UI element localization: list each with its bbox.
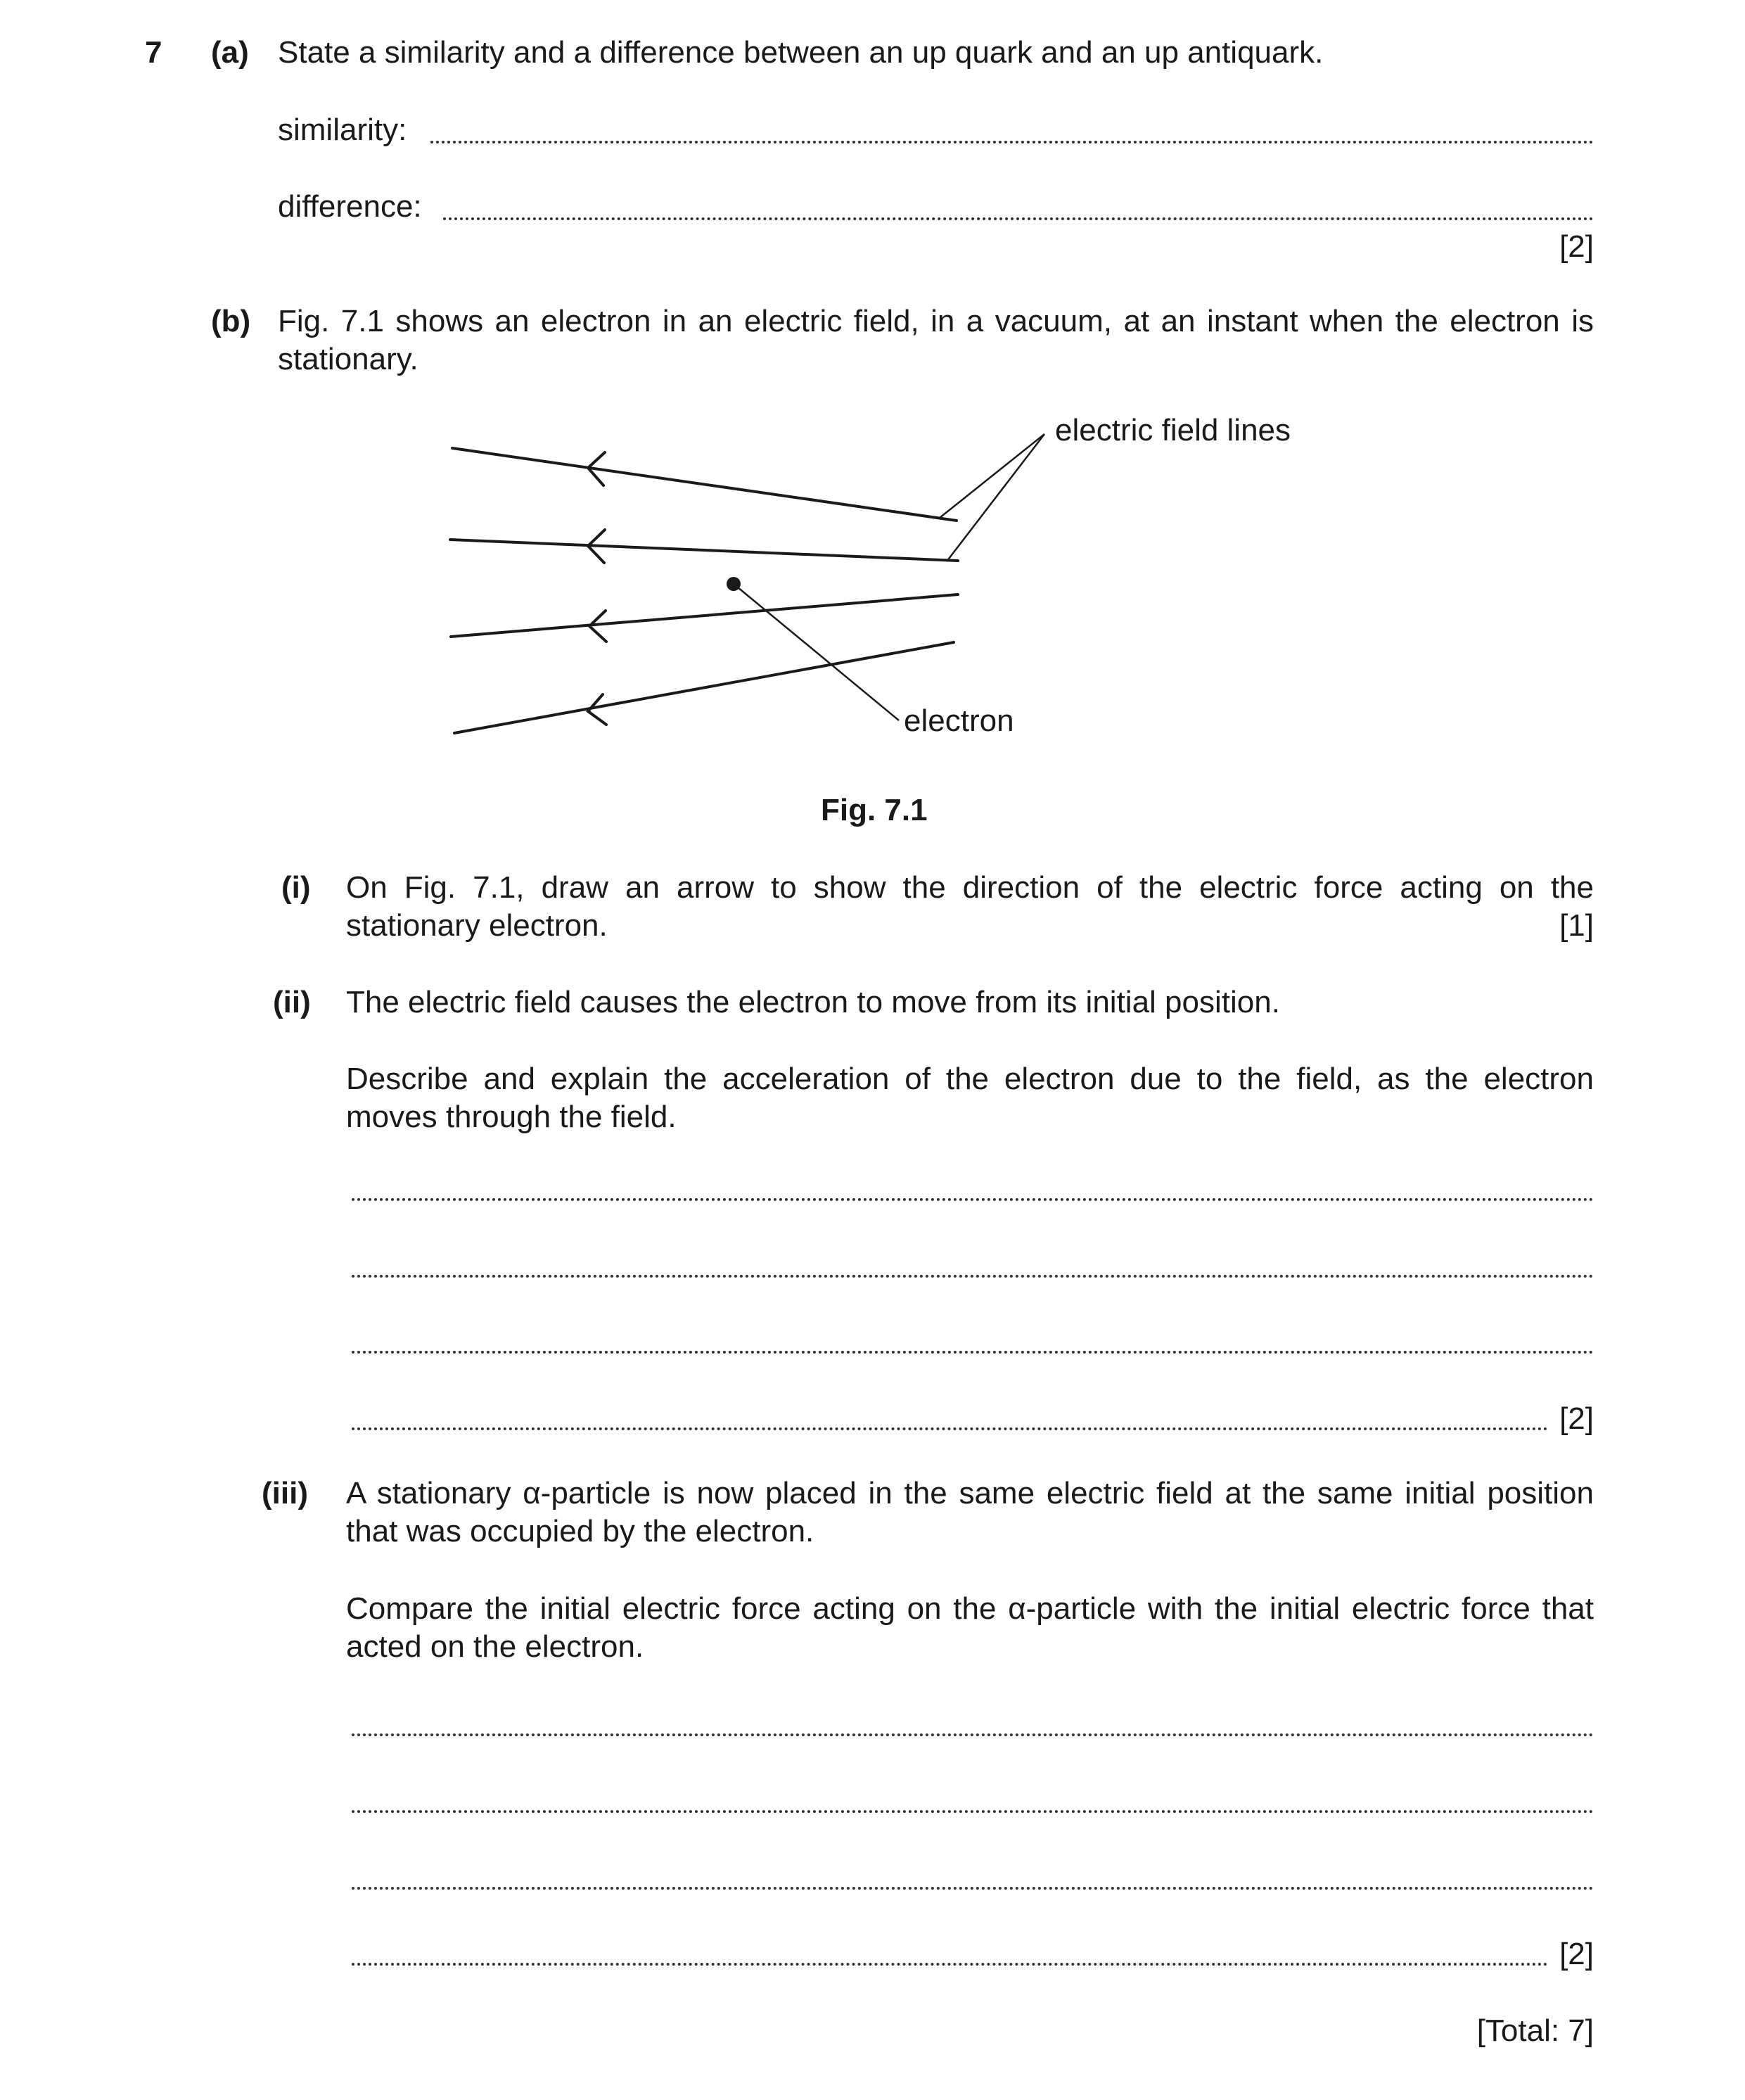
field-arrow-4 <box>588 694 606 725</box>
label-leader-1 <box>940 434 1044 518</box>
question-number: 7 <box>145 35 162 70</box>
figure-caption: Fig. 7.1 <box>821 793 928 827</box>
sub-iii-para2-line2: acted on the electron. <box>346 1629 644 1664</box>
sub-iii-marks: [2] <box>1559 1937 1594 1971</box>
electron-dot <box>727 577 741 591</box>
sub-ii-para2-line1: Describe and explain the acceleration of the electron due to the field, as the electron <box>346 1062 1594 1096</box>
sub-iii-answer-line-1[interactable] <box>352 1733 1594 1736</box>
label-electron: electron <box>904 704 1014 738</box>
sub-ii-label: (ii) <box>273 985 311 1019</box>
total-marks: [Total: 7] <box>1476 2013 1594 2048</box>
sub-iii-label: (iii) <box>262 1476 308 1510</box>
label-electric-field-lines: electric field lines <box>1055 413 1291 447</box>
sub-iii-line2: that was occupied by the electron. <box>346 1514 814 1548</box>
field-line-1 <box>452 448 957 521</box>
sub-i-marks: [1] <box>1559 908 1594 943</box>
part-a-marks: [2] <box>1559 229 1594 264</box>
sub-ii-answer-line-1[interactable] <box>352 1198 1594 1201</box>
part-b-intro-line2: stationary. <box>278 342 418 376</box>
part-a-prompt: State a similarity and a difference between an up quark and an up antiquark. <box>278 35 1324 70</box>
part-b-label: (b) <box>211 304 251 338</box>
sub-ii-para2-line2: moves through the field. <box>346 1100 677 1134</box>
similarity-label: similarity: <box>278 113 407 147</box>
sub-iii-answer-line-2[interactable] <box>352 1810 1594 1813</box>
figure-7-1 <box>0 0 1745 774</box>
sub-i-line2: stationary electron. <box>346 908 608 943</box>
sub-i-label: (i) <box>281 870 311 905</box>
sub-ii-line1: The electric field causes the electron to move from its initial position. <box>346 985 1280 1019</box>
sub-ii-answer-line-4[interactable] <box>352 1427 1548 1430</box>
sub-iii-answer-line-3[interactable] <box>352 1887 1594 1890</box>
sub-ii-marks: [2] <box>1559 1401 1594 1436</box>
sub-ii-answer-line-3[interactable] <box>352 1351 1594 1354</box>
field-line-3 <box>451 594 958 637</box>
label-leader-2 <box>947 434 1044 561</box>
sub-i-line1: On Fig. 7.1, draw an arrow to show the direction of the electric force acting on the <box>346 870 1594 905</box>
sub-iii-answer-line-4[interactable] <box>352 1963 1548 1966</box>
difference-label: difference: <box>278 189 422 224</box>
field-line-4 <box>454 642 954 733</box>
part-b-intro-line1: Fig. 7.1 shows an electron in an electric field, in a vacuum, at an instant when the electron is <box>278 304 1594 338</box>
field-line-2 <box>450 540 958 561</box>
sub-iii-line1: A stationary α-particle is now placed in the same electric field at the same initial position <box>346 1476 1594 1510</box>
sub-ii-answer-line-2[interactable] <box>352 1275 1594 1278</box>
sub-iii-para2-line1: Compare the initial electric force acting on the α-particle with the initial electric force that <box>346 1591 1594 1626</box>
part-a-label: (a) <box>211 35 249 70</box>
electron-leader <box>734 584 899 720</box>
